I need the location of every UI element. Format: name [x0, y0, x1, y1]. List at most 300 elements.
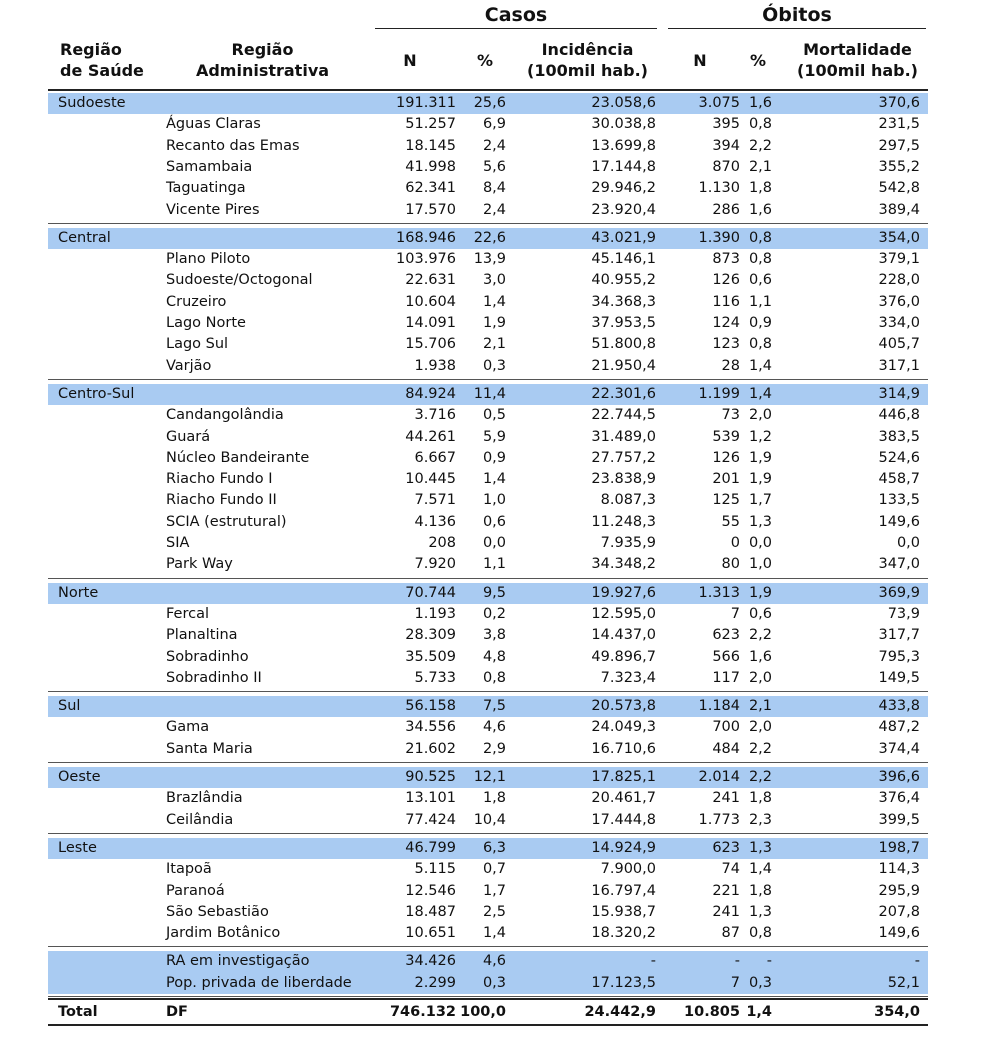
casos-n-cell: 62.341: [405, 180, 456, 197]
casos-pct-cell: 6,3: [482, 839, 506, 856]
table-row: [48, 625, 928, 646]
mortalidade-cell: 347,0: [878, 556, 920, 573]
obitos-pct-cell: 1,6: [748, 648, 772, 665]
region-row: [48, 583, 928, 604]
casos-n-cell: 34.426: [405, 953, 456, 970]
table-row: [48, 448, 928, 469]
casos-n-cell: 56.158: [405, 698, 456, 715]
mortalidade-cell: 458,7: [878, 471, 920, 488]
incidencia-cell: 40.955,2: [591, 272, 656, 289]
table-row: [48, 923, 928, 944]
casos-n-cell: 17.570: [405, 201, 456, 218]
header-casos-pct: %: [476, 50, 494, 70]
mortalidade-cell: 114,3: [878, 861, 920, 878]
casos-pct-cell: 1,4: [482, 925, 506, 942]
regiao-cell: Norte: [58, 584, 99, 601]
ra-cell: Sudoeste/Octogonal: [166, 272, 313, 289]
incidencia-cell: 30.038,8: [591, 116, 656, 133]
incidencia-cell: 13.699,8: [591, 137, 656, 154]
incidencia-cell: 15.938,7: [591, 903, 656, 920]
obitos-pct-cell: 0,0: [748, 535, 772, 551]
casos-n-cell: 77.424: [405, 811, 456, 828]
incidencia-cell: 45.146,1: [591, 251, 656, 268]
casos-pct-cell: 4,8: [482, 648, 506, 665]
ra-cell: Guará: [166, 428, 211, 445]
obitos-pct-cell: 1,0: [748, 556, 772, 573]
mortalidade-cell: 369,9: [878, 584, 920, 601]
ra-cell: Lago Sul: [166, 336, 229, 353]
obitos-n-cell: 80: [721, 556, 740, 573]
ra-cell: Candangolândia: [166, 407, 284, 424]
casos-group-header: [375, 2, 657, 28]
casos-pct-cell: 0,8: [482, 669, 506, 686]
mortalidade-cell: 396,6: [878, 769, 920, 785]
obitos-n-cell: 394: [712, 137, 740, 154]
mortalidade-cell: 207,8: [878, 903, 920, 920]
incidencia-cell: 11.248,3: [591, 513, 656, 530]
casos-pct-cell: 0,0: [482, 535, 506, 551]
ra-cell: Riacho Fundo I: [166, 471, 273, 488]
ra-cell: Pop. privada de liberdade: [166, 974, 352, 991]
obitos-pct-cell: 0,8: [748, 925, 772, 942]
obitos-pct-cell: 0,6: [748, 605, 772, 622]
casos-pct-cell: 25,6: [473, 95, 506, 111]
obitos-n-cell: 566: [712, 648, 740, 665]
mortalidade-cell: 374,4: [878, 740, 920, 757]
obitos-n-cell: 873: [712, 251, 740, 268]
casos-pct-cell: 0,5: [482, 407, 506, 424]
casos-pct-cell: 9,5: [482, 584, 506, 601]
header-rule: [48, 89, 928, 91]
obitos-pct-cell: 1,9: [748, 471, 772, 488]
table-row: [48, 512, 928, 533]
obitos-n-cell: 7: [730, 605, 740, 622]
region-row: [48, 696, 928, 717]
obitos-n-cell: 125: [712, 492, 740, 509]
casos-n-cell: 22.631: [405, 272, 456, 289]
incidencia-cell: 34.368,3: [591, 293, 656, 310]
obitos-pct-cell: 2,1: [748, 698, 772, 715]
casos-n-cell: 13.101: [405, 790, 456, 807]
regiao-cell: Sudoeste: [58, 95, 126, 111]
obitos-n-cell: 870: [712, 158, 740, 175]
obitos-pct-cell: 0,8: [748, 336, 772, 353]
casos-n-cell: 168.946: [396, 229, 456, 246]
incidencia-cell: 20.573,8: [591, 698, 656, 715]
obitos-n-cell: 3.075: [698, 95, 740, 111]
table-row: [48, 270, 928, 291]
mortalidade-cell: 149,6: [878, 925, 920, 942]
casos-pct-cell: 1,4: [482, 293, 506, 310]
casos-pct-cell: 1,0: [482, 492, 506, 509]
casos-pct-cell: 0,3: [482, 974, 506, 991]
mortalidade-cell: 317,7: [878, 627, 920, 644]
table-row: [48, 739, 928, 760]
casos-pct-cell: 2,9: [482, 740, 506, 757]
obitos-pct-cell: 1,6: [748, 201, 772, 218]
casos-n-cell: 7.920: [414, 556, 456, 573]
obitos-pct-cell: 1,8: [748, 790, 772, 807]
casos-n-cell: 15.706: [405, 336, 456, 353]
header-regiao-administrativa: Região Administrativa: [195, 40, 330, 80]
regiao-cell: Central: [58, 229, 111, 246]
obitos-n-cell: 1.130: [698, 180, 740, 197]
obitos-n-cell: 2.014: [698, 769, 740, 785]
obitos-n-cell: 700: [712, 719, 740, 736]
ra-cell: Riacho Fundo II: [166, 492, 277, 509]
ra-cell: Cruzeiro: [166, 293, 227, 310]
casos-pct-cell: 4,6: [482, 719, 506, 736]
ra-cell: Lago Norte: [166, 315, 246, 331]
total-top-rule: [48, 998, 928, 1000]
casos-n-cell: 34.556: [405, 719, 456, 736]
mortalidade-cell: 383,5: [878, 428, 920, 445]
obitos-n-cell: 55: [721, 513, 740, 530]
ra-cell: Santa Maria: [166, 740, 253, 757]
mortalidade-cell: 354,0: [878, 229, 920, 246]
obitos-pct-cell: 1,4: [748, 385, 772, 402]
ra-cell: SCIA (estrutural): [166, 513, 287, 530]
mortalidade-cell: 542,8: [878, 180, 920, 197]
region-row: [48, 384, 928, 405]
regiao-cell: Centro-Sul: [58, 385, 135, 402]
mortalidade-cell: 149,6: [878, 513, 920, 530]
obitos-n-cell: 623: [712, 839, 740, 856]
mortalidade-cell: 370,6: [878, 95, 920, 111]
table-row: [48, 469, 928, 490]
group-separator: [48, 762, 928, 763]
casos-n-cell: 1.938: [414, 357, 456, 374]
mortalidade-cell: 354,0: [874, 1004, 920, 1020]
obitos-n-cell: 484: [712, 740, 740, 757]
casos-n-cell: 10.651: [405, 925, 456, 942]
incidencia-cell: 17.825,1: [591, 769, 656, 785]
casos-n-cell: 191.311: [396, 95, 456, 111]
obitos-n-cell: 87: [721, 925, 740, 942]
casos-n-cell: 51.257: [405, 116, 456, 133]
obitos-pct-cell: 1,6: [748, 95, 772, 111]
ra-cell: Núcleo Bandeirante: [166, 449, 310, 466]
ra-cell: Sobradinho II: [166, 669, 262, 686]
regiao-cell: Oeste: [58, 769, 101, 785]
casos-n-cell: 21.602: [405, 740, 456, 757]
extra-row: [48, 973, 928, 994]
ra-cell: SIA: [166, 535, 190, 551]
casos-pct-cell: 100,0: [460, 1004, 506, 1020]
ra-cell: Samambaia: [166, 158, 253, 175]
table-row: [48, 533, 928, 554]
casos-n-cell: 46.799: [405, 839, 456, 856]
casos-n-cell: 10.604: [405, 293, 456, 310]
table-row: [48, 788, 928, 809]
casos-n-cell: 14.091: [405, 315, 456, 331]
ra-cell: Sobradinho: [166, 648, 249, 665]
incidencia-cell: 17.444,8: [591, 811, 656, 828]
obitos-pct-cell: 0,8: [748, 229, 772, 246]
obitos-pct-cell: 1,3: [748, 903, 772, 920]
obitos-n-cell: 1.313: [698, 584, 740, 601]
header-regiao-saude: Região de Saúde: [60, 40, 144, 80]
table-row: [48, 157, 928, 178]
ra-cell: Gama: [166, 719, 210, 736]
incidencia-cell: 14.437,0: [591, 627, 656, 644]
casos-pct-cell: 0,7: [482, 861, 506, 878]
incidencia-cell: 17.123,5: [591, 974, 656, 991]
obitos-pct-cell: 1,3: [748, 839, 772, 856]
casos-n-cell: 208: [428, 535, 456, 551]
total-row: [48, 1002, 928, 1023]
obitos-pct-cell: 1,9: [748, 584, 772, 601]
incidencia-cell: 23.058,6: [591, 95, 656, 111]
regiao-cell: Sul: [58, 698, 81, 715]
obitos-pct-cell: 0,3: [748, 974, 772, 991]
ra-cell: RA em investigação: [166, 953, 310, 970]
mortalidade-cell: 73,9: [887, 605, 920, 622]
ra-cell: Park Way: [166, 556, 233, 573]
mortalidade-cell: 149,5: [878, 669, 920, 686]
casos-pct-cell: 22,6: [473, 229, 506, 246]
incidencia-cell: 49.896,7: [591, 648, 656, 665]
regiao-cell: Total: [58, 1004, 98, 1020]
casos-n-cell: 103.976: [396, 251, 456, 268]
obitos-n-cell: 126: [712, 449, 740, 466]
group-separator: [48, 946, 928, 947]
incidencia-cell: -: [650, 953, 656, 970]
obitos-group-header: [668, 2, 926, 28]
casos-pct-cell: 13,9: [473, 251, 506, 268]
casos-n-cell: 2.299: [414, 974, 456, 991]
incidencia-cell: 16.797,4: [591, 882, 656, 899]
obitos-title: Óbitos: [762, 4, 832, 26]
ra-cell: Taguatinga: [166, 180, 246, 197]
casos-n-cell: 84.924: [405, 385, 456, 402]
casos-pct-cell: 12,1: [473, 769, 506, 785]
table-row: [48, 902, 928, 923]
obitos-pct-cell: 2,2: [748, 137, 772, 154]
casos-n-cell: 90.525: [405, 769, 456, 785]
table-row: [48, 249, 928, 270]
casos-pct-cell: 2,1: [482, 336, 506, 353]
mortalidade-cell: 52,1: [887, 974, 920, 991]
obitos-n-cell: 1.390: [698, 229, 740, 246]
mortalidade-cell: 295,9: [878, 882, 920, 899]
obitos-n-cell: 73: [721, 407, 740, 424]
mortalidade-cell: 314,9: [878, 385, 920, 402]
table-row: [48, 114, 928, 135]
mortalidade-cell: 446,8: [878, 407, 920, 424]
casos-pct-cell: 0,3: [482, 357, 506, 374]
mortalidade-cell: 376,0: [878, 293, 920, 310]
obitos-pct-cell: 2,1: [748, 158, 772, 175]
ra-cell: Paranoá: [166, 882, 225, 899]
casos-pct-cell: 1,9: [482, 315, 506, 331]
mortalidade-cell: -: [914, 953, 920, 970]
mortalidade-cell: 231,5: [878, 116, 920, 133]
obitos-n-cell: 395: [712, 116, 740, 133]
casos-pct-cell: 2,5: [482, 903, 506, 920]
casos-pct-cell: 1,4: [482, 471, 506, 488]
casos-n-cell: 41.998: [405, 158, 456, 175]
ra-cell: São Sebastião: [166, 903, 269, 920]
table-row: [48, 604, 928, 625]
table-row: [48, 200, 928, 221]
mortalidade-cell: 433,8: [878, 698, 920, 715]
casos-pct-cell: 0,9: [482, 449, 506, 466]
table-row: [48, 356, 928, 377]
casos-group-rule: [375, 28, 657, 29]
casos-pct-cell: 4,6: [482, 953, 506, 970]
table-row: [48, 405, 928, 426]
casos-n-cell: 35.509: [405, 648, 456, 665]
group-separator: [48, 691, 928, 692]
casos-pct-cell: 7,5: [482, 698, 506, 715]
obitos-pct-cell: 1,8: [748, 180, 772, 197]
ra-cell: Ceilândia: [166, 811, 234, 828]
casos-pct-cell: 3,8: [482, 627, 506, 644]
extra-row: [48, 951, 928, 972]
mortalidade-cell: 297,5: [878, 137, 920, 154]
casos-n-cell: 5.733: [414, 669, 456, 686]
obitos-pct-cell: 2,0: [748, 669, 772, 686]
mortalidade-cell: 376,4: [878, 790, 920, 807]
mortalidade-cell: 228,0: [878, 272, 920, 289]
casos-n-cell: 44.261: [405, 428, 456, 445]
table-row: [48, 859, 928, 880]
obitos-pct-cell: 1,1: [748, 293, 772, 310]
casos-pct-cell: 1,1: [482, 556, 506, 573]
table-row: [48, 427, 928, 448]
obitos-n-cell: 1.773: [698, 811, 740, 828]
mortalidade-cell: 334,0: [878, 315, 920, 331]
obitos-pct-cell: 1,4: [748, 357, 772, 374]
casos-pct-cell: 2,4: [482, 137, 506, 154]
ra-cell: Itapoã: [166, 861, 212, 878]
table-row: [48, 554, 928, 575]
obitos-n-cell: 0: [730, 535, 740, 551]
ra-cell: DF: [166, 1004, 188, 1020]
ra-cell: Varjão: [166, 357, 212, 374]
table-row: [48, 881, 928, 902]
obitos-pct-cell: 0,9: [748, 315, 772, 331]
incidencia-cell: 12.595,0: [591, 605, 656, 622]
table-row: [48, 810, 928, 831]
incidencia-cell: 24.442,9: [584, 1004, 656, 1020]
casos-pct-cell: 2,4: [482, 201, 506, 218]
group-separator: [48, 379, 928, 380]
casos-pct-cell: 8,4: [482, 180, 506, 197]
obitos-pct-cell: 1,9: [748, 449, 772, 466]
region-row: [48, 93, 928, 114]
header-incidencia: Incidência (100mil hab.): [527, 40, 648, 80]
incidencia-cell: 19.927,6: [591, 584, 656, 601]
region-row: [48, 228, 928, 249]
obitos-n-cell: 117: [712, 669, 740, 686]
incidencia-cell: 17.144,8: [591, 158, 656, 175]
incidencia-cell: 18.320,2: [591, 925, 656, 942]
group-separator: [48, 833, 928, 834]
casos-n-cell: 10.445: [405, 471, 456, 488]
region-row: [48, 838, 928, 859]
table-row: [48, 292, 928, 313]
casos-pct-cell: 0,2: [482, 605, 506, 622]
mortalidade-cell: 524,6: [878, 449, 920, 466]
table-row: [48, 490, 928, 511]
mortalidade-cell: 0,0: [896, 535, 920, 551]
obitos-pct-cell: 2,2: [748, 627, 772, 644]
casos-pct-cell: 5,6: [482, 158, 506, 175]
casos-pct-cell: 6,9: [482, 116, 506, 133]
ra-cell: Planaltina: [166, 627, 238, 644]
obitos-n-cell: 241: [712, 903, 740, 920]
incidencia-cell: 14.924,9: [591, 839, 656, 856]
table-row: [48, 178, 928, 199]
obitos-pct-cell: 0,6: [748, 272, 772, 289]
obitos-n-cell: 74: [721, 861, 740, 878]
casos-pct-cell: 3,0: [482, 272, 506, 289]
mortalidade-cell: 355,2: [878, 158, 920, 175]
casos-pct-cell: 10,4: [473, 811, 506, 828]
casos-n-cell: 7.571: [414, 492, 456, 509]
header-mortalidade: Mortalidade (100mil hab.): [797, 40, 918, 80]
mortalidade-cell: 389,4: [878, 201, 920, 218]
ra-cell: Águas Claras: [166, 116, 261, 133]
ra-cell: Recanto das Emas: [166, 137, 300, 154]
obitos-n-cell: 1.184: [698, 698, 740, 715]
mortalidade-cell: 399,5: [878, 811, 920, 828]
obitos-n-cell: 126: [712, 272, 740, 289]
obitos-n-cell: 623: [712, 627, 740, 644]
casos-pct-cell: 1,8: [482, 790, 506, 807]
incidencia-cell: 24.049,3: [591, 719, 656, 736]
obitos-n-cell: 124: [712, 315, 740, 331]
region-row: [48, 767, 928, 788]
incidencia-cell: 22.301,6: [591, 385, 656, 402]
incidencia-cell: 31.489,0: [591, 428, 656, 445]
obitos-pct-cell: 1,8: [748, 882, 772, 899]
table-row: [48, 647, 928, 668]
casos-n-cell: 70.744: [405, 584, 456, 601]
incidencia-cell: 22.744,5: [591, 407, 656, 424]
incidencia-cell: 7.323,4: [600, 669, 656, 686]
table-row: [48, 313, 928, 334]
incidencia-cell: 21.950,4: [591, 357, 656, 374]
obitos-pct-cell: 2,0: [748, 407, 772, 424]
casos-n-cell: 3.716: [414, 407, 456, 424]
incidencia-cell: 8.087,3: [600, 492, 656, 509]
ra-cell: Plano Piloto: [166, 251, 251, 268]
casos-pct-cell: 11,4: [473, 385, 506, 402]
casos-pct-cell: 1,7: [482, 882, 506, 899]
table-row: [48, 717, 928, 738]
incidencia-cell: 34.348,2: [591, 556, 656, 573]
casos-n-cell: 12.546: [405, 882, 456, 899]
obitos-pct-cell: 2,2: [748, 740, 772, 757]
casos-n-cell: 6.667: [414, 449, 456, 466]
mortalidade-cell: 487,2: [878, 719, 920, 736]
group-separator: [48, 578, 928, 579]
obitos-pct-cell: 1,7: [748, 492, 772, 509]
obitos-n-cell: 539: [712, 428, 740, 445]
casos-n-cell: 1.193: [414, 605, 456, 622]
mortalidade-cell: 379,1: [878, 251, 920, 268]
obitos-n-cell: 7: [730, 974, 740, 991]
obitos-n-cell: 123: [712, 336, 740, 353]
obitos-n-cell: 28: [721, 357, 740, 374]
casos-n-cell: 18.145: [405, 137, 456, 154]
obitos-pct-cell: 2,0: [748, 719, 772, 736]
ra-cell: Jardim Botânico: [166, 925, 281, 942]
casos-n-cell: 5.115: [414, 861, 456, 878]
